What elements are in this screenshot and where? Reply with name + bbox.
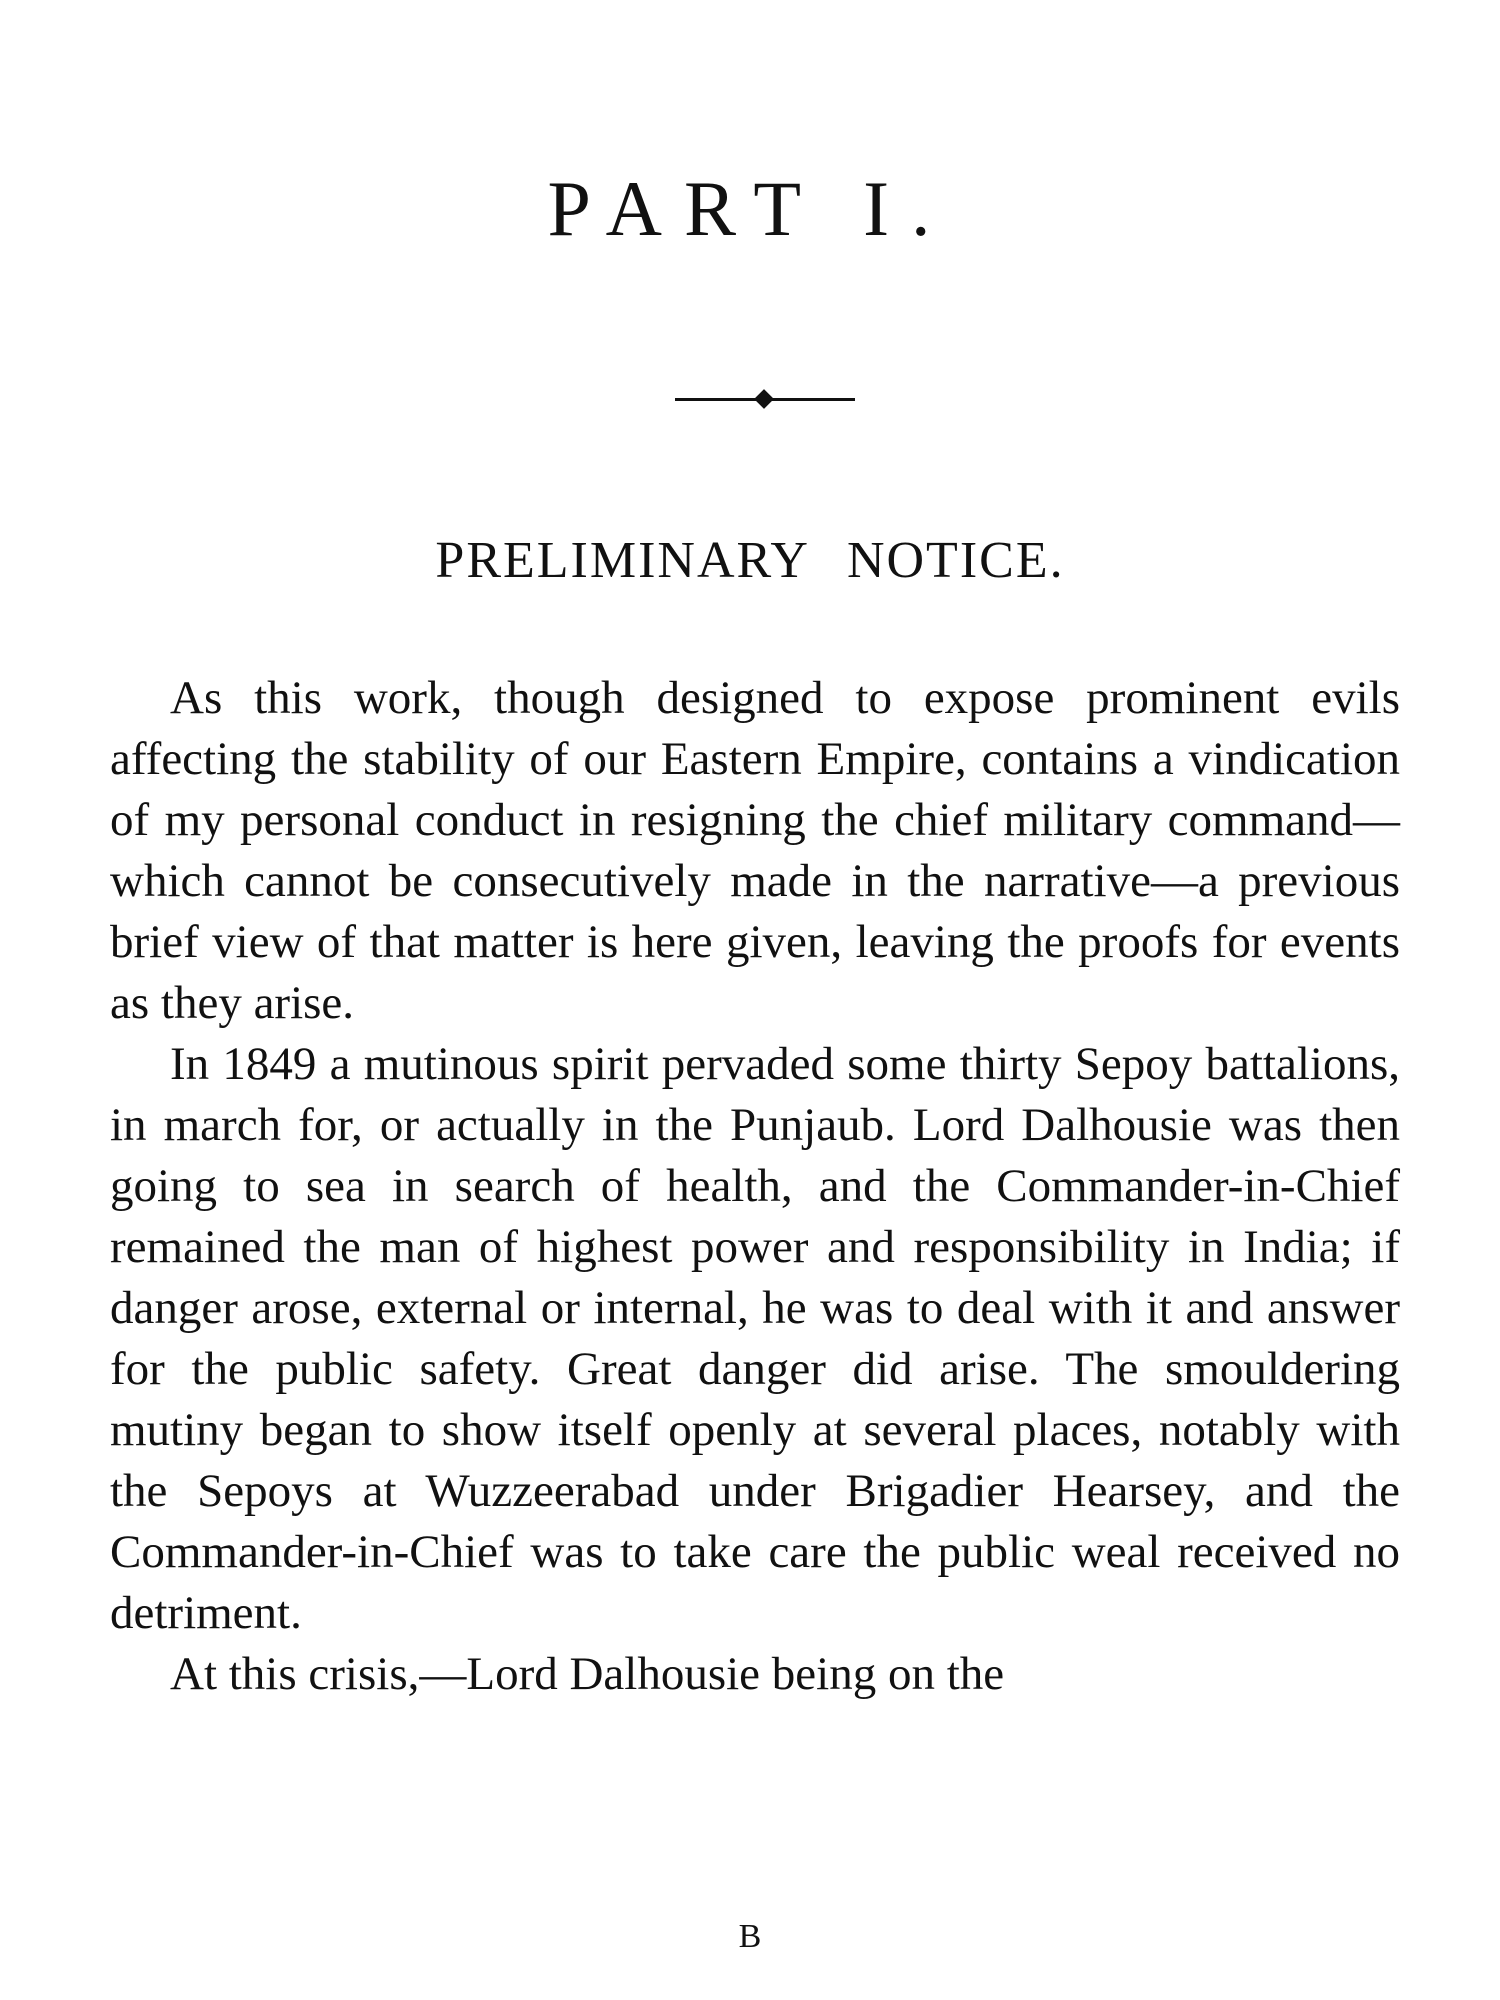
signature-mark: B	[738, 1918, 762, 1955]
section-heading: PRELIMINARY NOTICE.	[435, 532, 1065, 589]
paragraph: In 1849 a mutinous spirit pervaded some thirty Sepoy battalions, in march for, or actually in the Punjaub. Lord Dalhousie was then going to sea in search of health, and the Commander-in-Chief remained the man of highest power and responsibility in India; if danger arose, external or internal, he was to deal with it and answer for the public safety. Great danger did arise. The smouldering mutiny began to show itself openly at several places, notably with the Sepoys at Wuzzeerabad under Brigadier Hearsey, and the Commander-in-Chief was to take care the public weal received no detriment.	[110, 1038, 1400, 1639]
paragraph: At this crisis,—Lord Dalhousie being on the	[170, 1648, 1005, 1700]
body-text	[110, 668, 1400, 1705]
paragraph: As this work, though designed to expose prominent evils affecting the stability of our Eastern Empire, contains a vindication of my personal conduct in resigning the chief military command—which cannot be consecutively made in the narrative—a previous brief view of that matter is here given, leaving the proofs for events as they arise.	[110, 672, 1400, 1029]
part-title: PART I.	[547, 165, 953, 252]
ornament-diamond-icon	[754, 389, 774, 409]
